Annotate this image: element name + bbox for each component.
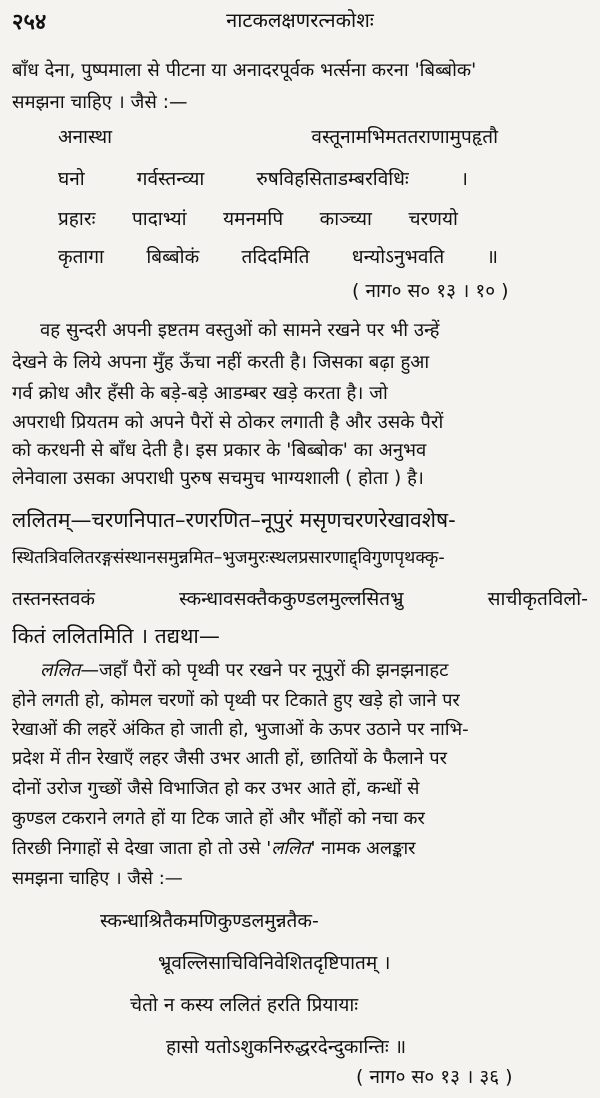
page-number: २५४ <box>12 10 47 35</box>
para3-line4: प्रदेश में तीन रेखाएँ लहर जैसी उभर आती हों, छातियों के फैलाने पर <box>12 748 447 769</box>
lalitam-line1: ललितम्—चरणनिपात–रणरणित–नूपुरं मसृणचरणरेखावशेष- <box>12 508 456 532</box>
verse1-word: धन्योऽनुभवति <box>351 246 445 268</box>
running-title: नाटकलक्षणरत्नकोशः <box>226 8 374 32</box>
verse1-word: बिब्बोकं <box>146 246 200 268</box>
verse1-word: प्रहारः <box>58 208 96 230</box>
verse2-reference: ( नाग० स० १३ । ३६ ) <box>356 1066 513 1088</box>
lalitam-word: स्कन्धावसक्तैककुण्डलमुल्लसितभ्रु <box>179 588 404 610</box>
verse1-word: यमनमपि <box>223 208 284 230</box>
verse1-word: ॥ <box>486 246 498 268</box>
verse1-word: गर्वस्तन्व्या <box>136 168 205 190</box>
para3-line6: कुण्डल टकराने लगते हों या टिक जाते हों और भौंहों को नचा कर <box>12 808 425 829</box>
para2-line2: देखने के लिये अपना मुँह ऊँचा नहीं करती है। जिसका बढ़ा हुआ <box>12 352 430 373</box>
verse1-word: अनास्था <box>58 126 113 148</box>
para3-line2: होने लगती हो, कोमल चरणों को पृथ्वी पर टिकाते हुए खड़े हो जाने पर <box>12 690 460 711</box>
verse1-line4 <box>58 248 498 267</box>
para1-line1: बाँध देना, पुष्पमाला से पीटना या अनादरपूर्वक भर्त्सना करना 'बिब्बोक' <box>12 60 477 81</box>
page-header <box>0 0 600 40</box>
para3-line1-text: —जहाँ पैरों को पृथ्वी पर रखने पर नूपुरों की झनझनाहट <box>80 660 449 681</box>
verse1-word: रुषविहसिताडम्बरविधिः <box>256 168 409 190</box>
verse1-line2 <box>58 170 468 189</box>
verse2-line1: स्कन्धाश्रितैकमणिकुण्डलमुन्नतैक- <box>100 910 319 932</box>
verse1-word: घनो <box>58 168 85 190</box>
para3-line7 <box>12 840 416 858</box>
para3-line7-text: तिरछी निगाहों से देखा जाता हो तो उसे ' <box>12 838 272 859</box>
verse1-word: वस्तूनामभिमततराणामुपहृतौ <box>311 126 498 148</box>
para3-line5: दोनों उरोज गुच्छों जैसे विभाजित हो कर उभर आते हों, कन्धों से <box>12 778 420 799</box>
lalitam-line2: स्थितत्रिवलितरङ्गसंस्थानसमुन्नमित–भुजमुरःस्थलप्रसारणाद्द्विगुणपृथक्कृ- <box>12 548 445 568</box>
verse1-word: पादाभ्यां <box>131 208 187 230</box>
lalitam-line3 <box>12 590 588 609</box>
para2-line1: वह सुन्दरी अपनी इष्टतम वस्तुओं को सामने रखने पर भी उन्हें <box>40 320 440 341</box>
verse1-line3 <box>58 210 458 229</box>
lalitam-line4: कितं ललितमिति । तद्यथा— <box>12 624 220 648</box>
verse1-word: कृतागा <box>58 246 104 268</box>
verse1-word: चरणयो <box>408 208 458 230</box>
verse1-reference: ( नाग० स० १३ । १० ) <box>352 280 509 302</box>
verse2-line3: चेतो न कस्य ललितं हरति प्रियायाः <box>130 994 359 1016</box>
lalitam-word: साचीकृतविलो- <box>487 588 588 610</box>
para3-line7-text: ' नामक अलङ्कार <box>310 838 416 859</box>
verse1-word: तदिदमिति <box>241 246 310 268</box>
para2-line3: गर्व क्रोध और हँसी के बड़े-बड़े आडम्बर खड़े करता है। जो <box>12 383 388 404</box>
verse1-line1 <box>58 128 498 147</box>
para2-line4: अपराधी प्रियतम को अपने पैरों से ठोकर लगाती है और उसके पैरों <box>12 412 444 433</box>
term-lalit: ललित <box>271 838 311 859</box>
verse2-line2: भ्रूवल्लिसाचिविनिवेशितदृष्टिपातम् । <box>158 952 391 974</box>
lalitam-word: तस्तनस्तवकं <box>12 588 95 610</box>
verse2-line4: हासो यतोऽशुकनिरुद्धरदेन्दुकान्तिः ॥ <box>166 1036 407 1058</box>
para3-line8: समझना चाहिए । जैसे :— <box>12 868 183 889</box>
para2-line6: लेनेवाला उसका अपराधी पुरुष सचमुच भाग्यशाली ( होता ) है। <box>12 468 424 489</box>
verse1-word: । <box>460 168 468 190</box>
para1-line2: समझना चाहिए । जैसे :— <box>12 92 188 113</box>
verse1-word: काञ्च्या <box>319 208 372 230</box>
term-lalit: ललित <box>40 660 81 681</box>
para3-line1 <box>40 662 449 681</box>
para3-line3: रेखाओं की लहरें अंकित हो जाती हो, भुजाओं के ऊपर उठाने पर नाभि- <box>12 719 469 740</box>
para2-line5: को करधनी से बाँध देती है। इस प्रकार के 'बिब्बोक' का अनुभव <box>12 440 427 461</box>
